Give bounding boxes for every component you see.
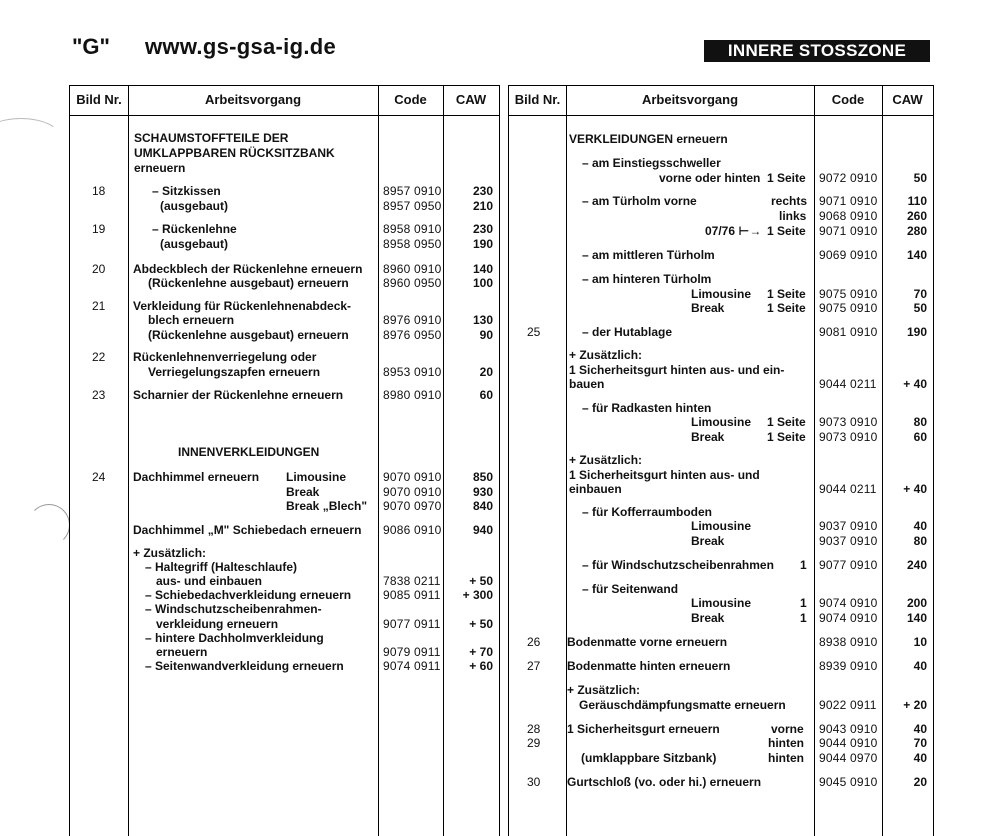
caw-value: 210 [472,199,493,213]
caw-value: + 60 [469,659,493,673]
variant-label: Break [691,534,725,548]
variant-label: Break [286,485,320,499]
task-text: – Sitzkissen [152,184,221,198]
op-code: 9071 0910 [819,224,878,238]
task-text: – am mittleren Türholm [582,248,715,262]
additional-heading: + Zusätzlich: [569,348,643,362]
caw-value: 850 [472,470,493,484]
bild-nr: 25 [527,325,541,339]
variant-label: Break „Blech" [286,499,368,513]
op-code: 9043 0910 [819,722,878,736]
caw-value: 130 [472,313,493,327]
header-url: www.gs-gsa-ig.de [145,34,337,59]
task-text: – Rückenlehne [152,222,237,236]
task-text: Scharnier der Rückenlehne erneuern [133,388,344,402]
col-header-code: Code [831,92,865,107]
caw-value: + 50 [469,617,493,631]
punch-hole-decoration [0,118,62,160]
task-text: – der Hutablage [582,325,673,339]
bild-nr: 18 [92,184,106,198]
op-code: 8957 0950 [383,199,442,213]
caw-value: 80 [913,415,927,429]
op-code: 9069 0910 [819,248,878,262]
op-code: 9077 0910 [819,558,878,572]
side-label: 1 [800,611,807,625]
caw-value: 20 [913,775,927,789]
caw-value: 260 [906,209,927,223]
variant-label: rechts [771,194,808,208]
task-text: – am Türholm vorne [582,194,697,208]
op-code: 8976 0950 [383,328,442,342]
page-marker: "G" [72,34,110,59]
side-label: 1 Seite [767,224,806,238]
task-text: einbauen [569,482,622,496]
caw-value: 840 [472,499,493,513]
variant-label: Break [691,611,725,625]
bild-nr: 22 [92,350,106,364]
task-text: Gurtschloß (vo. oder hi.) erneuern [567,775,762,789]
op-code: 8957 0910 [383,184,442,198]
task-text: Geräuschdämpfungsmatte erneuern [579,698,786,712]
caw-value: 930 [472,485,493,499]
side-label: 1 Seite [767,415,806,429]
section-heading: INNENVERKLEIDUNGEN [178,445,320,459]
task-text: – hintere Dachholmverkleidung [145,631,324,645]
side-label: 1 Seite [767,171,806,185]
task-text: bauen [569,377,605,391]
left-table [69,85,500,836]
bild-nr: 27 [527,659,541,673]
variant-label: 07/76 ⊢→ [705,224,762,238]
caw-value: 280 [906,224,927,238]
task-text: – am Einstiegsschweller [582,156,721,170]
op-code: 9044 0211 [819,377,877,391]
caw-value: 140 [906,248,927,262]
bild-nr: 24 [92,470,106,484]
op-code: 9044 0910 [819,736,878,750]
caw-value: + 40 [903,482,927,496]
side-label: 1 Seite [767,430,806,444]
task-text: (Rückenlehne ausgebaut) erneuern [148,328,349,342]
caw-value: 40 [913,751,927,765]
caw-value: + 20 [903,698,927,712]
task-text: – Haltegriff (Halteschlaufe) [145,560,298,574]
caw-value: 90 [479,328,493,342]
op-code: 9037 0910 [819,534,878,548]
op-code: 7838 0211 [383,574,441,588]
section-heading: SCHAUMSTOFFTEILE DER [134,131,289,145]
caw-value: 190 [906,325,927,339]
op-code: 8960 0950 [383,276,442,290]
task-text: – für Seitenwand [582,582,679,596]
section-heading: UMKLAPPBAREN RÜCKSITZBANK [134,146,335,160]
caw-value: + 50 [469,574,493,588]
op-code: 9037 0910 [819,519,878,533]
op-code: 8960 0910 [383,262,442,276]
op-code: 9068 0910 [819,209,878,223]
variant-label: Limousine [691,415,752,429]
bild-nr: 28 [527,722,541,736]
task-text: – Windschutzscheibenrahmen- [145,602,322,616]
task-text: Bodenmatte hinten erneuern [567,659,731,673]
caw-value: 40 [913,659,927,673]
op-code: 9079 0911 [383,645,441,659]
op-code: 8958 0910 [383,222,442,236]
caw-value: 240 [906,558,927,572]
caw-value: 50 [913,301,927,315]
bild-nr: 26 [527,635,541,649]
op-code: 9075 0910 [819,287,878,301]
task-text: (umklappbare Sitzbank) [581,751,717,765]
op-code: 9074 0910 [819,596,878,610]
task-text: – für Kofferraumboden [582,505,713,519]
col-header-bild-nr: Bild Nr. [76,92,122,107]
bild-nr: 23 [92,388,106,402]
caw-value: 40 [913,519,927,533]
task-text: Abdeckblech der Rückenlehne erneuern [133,262,363,276]
op-code: 9071 0910 [819,194,878,208]
task-text: erneuern [156,645,208,659]
caw-value: 10 [913,635,927,649]
variant-label: Limousine [691,287,752,301]
variant-label: links [779,209,807,223]
task-text: verkleidung erneuern [156,617,279,631]
task-text: – Schiebedachverkleidung erneuern [145,588,352,602]
caw-value: 50 [913,171,927,185]
caw-value: 60 [913,430,927,444]
task-text: 1 Sicherheitsgurt hinten aus- und [569,468,760,482]
task-text: Rückenlehnenverriegelung oder [133,350,317,364]
caw-value: 20 [479,365,493,379]
op-code: 8939 0910 [819,659,878,673]
caw-value: 110 [907,194,927,208]
bild-nr: 19 [92,222,106,236]
col-header-bild-nr: Bild Nr. [514,92,561,107]
caw-value: 200 [906,596,927,610]
op-code: 9085 0911 [383,588,441,602]
task-text: (ausgebaut) [160,237,229,251]
col-header-caw: CAW [892,92,923,107]
op-code: 9045 0910 [819,775,878,789]
task-text: blech erneuern [148,313,235,327]
op-code: 9044 0970 [819,751,878,765]
task-text: (Rückenlehne ausgebaut) erneuern [148,276,349,290]
task-text: 1 Sicherheitsgurt erneuern [567,722,720,736]
op-code: 9070 0910 [383,470,442,484]
section-heading: erneuern [134,161,186,175]
op-code: 9072 0910 [819,171,878,185]
caw-value: 190 [472,237,493,251]
task-text: – am hinteren Türholm [582,272,712,286]
bild-nr: 30 [527,775,541,789]
caw-value: 70 [913,736,927,750]
additional-heading: + Zusätzlich: [567,683,641,697]
variant-label: Break [691,301,725,315]
caw-value: 80 [913,534,927,548]
task-text: aus- und einbauen [156,574,263,588]
op-code: 9073 0910 [819,415,878,429]
op-code: 9074 0911 [383,659,441,673]
additional-heading: + Zusätzlich: [133,546,207,560]
op-code: 9073 0910 [819,430,878,444]
section-heading: VERKLEIDUNGEN erneuern [569,132,728,146]
op-code: 9077 0911 [383,617,441,631]
caw-value: + 300 [462,588,493,602]
side-label: 1 Seite [767,287,806,301]
op-code: 8980 0910 [383,388,442,402]
task-text: Verriegelungszapfen erneuern [148,365,321,379]
op-code: 9074 0910 [819,611,878,625]
col-header-code: Code [394,92,427,107]
caw-value: 140 [906,611,927,625]
caw-value: 140 [472,262,493,276]
variant-label: hinten [768,736,804,750]
op-code: 8976 0910 [383,313,442,327]
variant-label: vorne [771,722,804,736]
caw-value: 230 [472,184,493,198]
right-table [508,85,934,836]
variant-label: Break [691,430,725,444]
col-header-caw: CAW [455,92,487,107]
caw-value: + 40 [903,377,927,391]
caw-value: 940 [472,523,493,537]
variant-label: hinten [768,751,804,765]
caw-value: 60 [479,388,493,402]
op-code: 8953 0910 [383,365,442,379]
section-title-banner: INNERE STOSSZONE [704,40,930,62]
task-text: Verkleidung für Rückenlehnenabdeck- [133,299,352,313]
caw-value: 100 [472,276,493,290]
variant-label: Limousine [286,470,347,484]
task-text: 1 Sicherheitsgurt hinten aus- und ein- [569,363,785,377]
op-code: 9086 0910 [383,523,442,537]
variant-label: Limousine [691,519,752,533]
op-code: 9081 0910 [819,325,878,339]
bild-nr: 20 [92,262,106,276]
op-code: 9075 0910 [819,301,878,315]
task-text: – für Windschutzscheibenrahmen [582,558,774,572]
side-label: 1 Seite [767,301,806,315]
col-header-arbeitsvorgang: Arbeitsvorgang [204,92,302,107]
task-text: – Seitenwandverkleidung erneuern [145,659,344,673]
task-text: Dachhimmel erneuern [133,470,260,484]
op-code: 8958 0950 [383,237,442,251]
caw-value: 40 [913,722,927,736]
bild-nr: 21 [92,299,106,313]
side-label: 1 [800,558,807,572]
caw-value: 70 [913,287,927,301]
side-label: 1 [800,596,807,610]
caw-value: + 70 [469,645,493,659]
variant-label: Limousine [691,596,752,610]
task-text: – für Radkasten hinten [582,401,712,415]
punch-hole-decoration [28,504,70,546]
op-code: 9070 0910 [383,485,442,499]
op-code: 9022 0911 [819,698,877,712]
bild-nr: 29 [527,736,541,750]
task-text: (ausgebaut) [160,199,229,213]
task-text: Dachhimmel „M" Schiebedach erneuern [133,523,362,537]
additional-heading: + Zusätzlich: [569,453,643,467]
op-code: 9044 0211 [819,482,877,496]
variant-label: vorne oder hinten [659,171,761,185]
op-code: 8938 0910 [819,635,878,649]
task-text: Bodenmatte vorne erneuern [567,635,728,649]
caw-value: 230 [472,222,493,236]
op-code: 9070 0970 [383,499,442,513]
col-header-arbeitsvorgang: Arbeitsvorgang [641,92,739,107]
